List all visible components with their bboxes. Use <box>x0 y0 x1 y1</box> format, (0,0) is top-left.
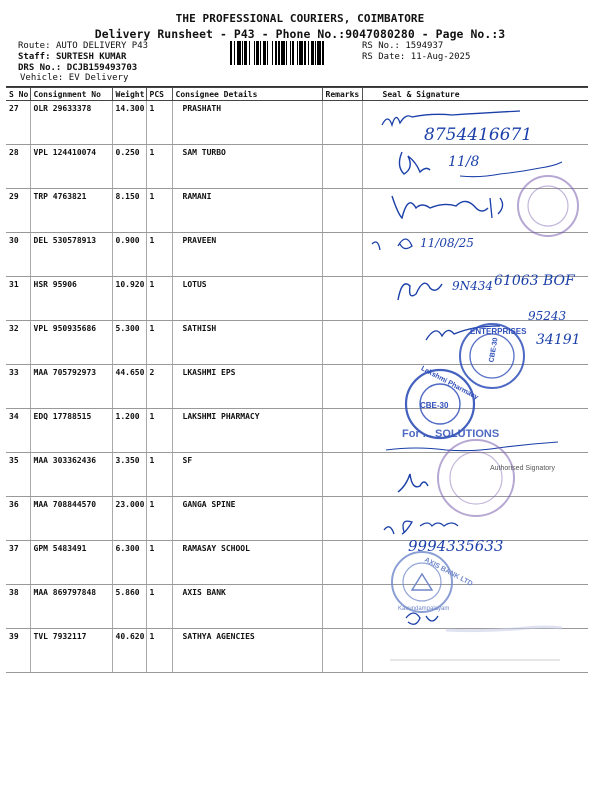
vehicle-value: EV Delivery <box>68 73 129 83</box>
col-header-consignee: Consignee Details <box>172 88 322 101</box>
col-header-remarks: Remarks <box>322 88 362 101</box>
cell-consignment-no: MAA 869797848 <box>30 585 112 629</box>
svg-text:9N434: 9N434 <box>452 279 494 293</box>
col-header-consignment: Consignment No <box>30 88 112 101</box>
cell-weight: 23.000 <box>112 497 146 541</box>
route-label: Route: <box>18 41 51 51</box>
runsheet-subtitle: Delivery Runsheet - P43 - Phone No.:9047080280 - Page No.:3 <box>94 27 506 41</box>
cell-consignment-no: MAA 708844570 <box>30 497 112 541</box>
cell-remarks <box>322 585 362 629</box>
cell-consignee: LAKSHMI PHARMACY <box>172 409 322 453</box>
cell-consignment-no: EDQ 17788515 <box>30 409 112 453</box>
handwritten-date-row-28: 11/8 <box>448 154 480 170</box>
cell-consignee: SATHISH <box>172 321 322 365</box>
cell-signature <box>362 145 588 189</box>
svg-text:CBE-30: CBE-30 <box>488 337 500 363</box>
cell-sno: 38 <box>6 585 30 629</box>
handwritten-date-row-30: 11/08/25 <box>420 236 474 250</box>
stamp-text-lakshmi-pharmacy: Lakshmi Pharmacy <box>419 365 480 402</box>
cell-consignee: LOTUS <box>172 277 322 321</box>
cell-signature <box>362 585 588 629</box>
cell-consignment-no: TRP 4763821 <box>30 189 112 233</box>
drs-value: DCJB159493703 <box>66 63 138 73</box>
cell-remarks <box>322 101 362 145</box>
cell-pcs: 1 <box>146 453 172 497</box>
cell-signature <box>362 189 588 233</box>
table-row <box>6 277 588 321</box>
cell-pcs: 2 <box>146 365 172 409</box>
cell-consignee: SF <box>172 453 322 497</box>
cell-pcs: 1 <box>146 541 172 585</box>
handwritten-phone-row-27: 8754416671 <box>424 125 533 145</box>
cell-sno: 32 <box>6 321 30 365</box>
cell-sno: 39 <box>6 629 30 673</box>
cell-signature <box>362 541 588 585</box>
cell-consignment-no: GPM 5483491 <box>30 541 112 585</box>
cell-consignee: GANGA SPINE <box>172 497 322 541</box>
cell-sno: 37 <box>6 541 30 585</box>
cell-remarks <box>322 365 362 409</box>
cell-consignment-no: MAA 303362436 <box>30 453 112 497</box>
cell-consignee: AXIS BANK <box>172 585 322 629</box>
cell-signature <box>362 629 588 673</box>
table-row <box>6 145 588 189</box>
table-row <box>6 497 588 541</box>
drs-label: DRS No.: <box>18 63 62 73</box>
table-row <box>6 629 588 673</box>
table-row <box>6 321 588 365</box>
cell-weight: 10.920 <box>112 277 146 321</box>
cell-remarks <box>322 497 362 541</box>
table-row <box>6 585 588 629</box>
table-row <box>6 365 588 409</box>
cell-consignment-no: VPL 124410074 <box>30 145 112 189</box>
route-value: AUTO DELIVERY P43 <box>55 41 149 51</box>
stamp-text-signatory: Authorised Signatory <box>490 465 555 472</box>
cell-weight: 0.250 <box>112 145 146 189</box>
cell-weight: 1.200 <box>112 409 146 453</box>
cell-weight: 6.300 <box>112 541 146 585</box>
cell-weight: 14.300 <box>112 101 146 145</box>
stamp-text-axis-place: Kavundampalayam <box>398 606 450 612</box>
cell-pcs: 1 <box>146 101 172 145</box>
cell-pcs: 1 <box>146 233 172 277</box>
cell-remarks <box>322 233 362 277</box>
cell-consignee: PRASHATH <box>172 101 322 145</box>
cell-consignee: SAM TURBO <box>172 145 322 189</box>
cell-consignment-no: OLR 29633378 <box>30 101 112 145</box>
rs-date-value: 11-Aug-2025 <box>410 52 471 62</box>
cell-remarks <box>322 189 362 233</box>
cell-signature <box>362 321 588 365</box>
cell-sno: 31 <box>6 277 30 321</box>
table-header-row <box>6 88 588 101</box>
cell-remarks <box>322 453 362 497</box>
cell-sno: 34 <box>6 409 30 453</box>
cell-consignment-no: TVL 7932117 <box>30 629 112 673</box>
cell-pcs: 1 <box>146 629 172 673</box>
col-header-seal-signature: Seal & Signature <box>362 88 588 101</box>
cell-pcs: 1 <box>146 277 172 321</box>
table-row <box>6 541 588 585</box>
cell-remarks <box>322 629 362 673</box>
cell-signature <box>362 233 588 277</box>
cell-consignment-no: MAA 705792973 <box>30 365 112 409</box>
cell-remarks <box>322 409 362 453</box>
cell-consignee: PRAVEEN <box>172 233 322 277</box>
col-header-pcs: PCS <box>146 88 172 101</box>
company-title: THE PROFESSIONAL COURIERS, COIMBATORE <box>175 12 425 25</box>
table-row <box>6 453 588 497</box>
cell-weight: 40.620 <box>112 629 146 673</box>
cell-weight: 44.650 <box>112 365 146 409</box>
cell-consignment-no: HSR 95906 <box>30 277 112 321</box>
staff-label: Staff: <box>18 52 51 62</box>
cell-signature <box>362 409 588 453</box>
table-row <box>6 101 588 145</box>
cell-sno: 36 <box>6 497 30 541</box>
cell-remarks <box>322 145 362 189</box>
cell-sno: 29 <box>6 189 30 233</box>
cell-pcs: 1 <box>146 321 172 365</box>
col-header-sno: S No <box>6 88 30 101</box>
rs-no-value: 1594937 <box>405 41 444 51</box>
cell-remarks <box>322 321 362 365</box>
rs-date-line <box>362 51 470 63</box>
handwritten-number-row-32b: 34191 <box>536 332 581 348</box>
vehicle-label: Vehicle: <box>20 73 64 83</box>
cell-pcs: 1 <box>146 145 172 189</box>
col-header-weight: Weight <box>112 88 146 101</box>
table-row <box>6 189 588 233</box>
rs-no-label: RS No.: <box>362 41 400 51</box>
handwritten-phone-row-37: 9994335633 <box>408 537 504 555</box>
cell-weight: 3.350 <box>112 453 146 497</box>
vehicle-line <box>20 73 128 83</box>
cell-signature <box>362 365 588 409</box>
cell-remarks <box>322 277 362 321</box>
cell-weight: 0.900 <box>112 233 146 277</box>
cell-weight: 8.150 <box>112 189 146 233</box>
cell-signature <box>362 497 588 541</box>
cell-sno: 30 <box>6 233 30 277</box>
cell-signature <box>362 101 588 145</box>
cell-signature <box>362 277 588 321</box>
cell-consignee: LKASHMI EPS <box>172 365 322 409</box>
cell-remarks <box>322 541 362 585</box>
stamp-text-axis-bank: AXIS BANK LTD <box>423 556 474 588</box>
table-row <box>6 233 588 277</box>
cell-pcs: 1 <box>146 189 172 233</box>
cell-sno: 27 <box>6 101 30 145</box>
cell-consignee: RAMASAY SCHOOL <box>172 541 322 585</box>
cell-consignee: SATHYA AGENCIES <box>172 629 322 673</box>
cell-consignee: RAMANI <box>172 189 322 233</box>
cell-weight: 5.300 <box>112 321 146 365</box>
cell-signature <box>362 453 588 497</box>
stamp-text-for-solutions: For ... SOLUTIONS <box>402 428 500 440</box>
rs-date-label: RS Date: <box>362 52 406 62</box>
cell-pcs: 1 <box>146 585 172 629</box>
stamp-text-enterprises: ENTERPRISES <box>470 327 527 336</box>
barcode-image <box>230 41 356 65</box>
handwritten-note-row-31: 61063 BOF <box>494 273 575 289</box>
cell-sno: 35 <box>6 453 30 497</box>
cell-pcs: 1 <box>146 497 172 541</box>
cell-consignment-no: VPL 950935686 <box>30 321 112 365</box>
table-row <box>6 409 588 453</box>
staff-value: SURTESH KUMAR <box>55 52 127 62</box>
cell-weight: 5.860 <box>112 585 146 629</box>
cell-sno: 33 <box>6 365 30 409</box>
cell-consignment-no: DEL 530578913 <box>30 233 112 277</box>
runsheet-table <box>6 87 588 673</box>
cell-pcs: 1 <box>146 409 172 453</box>
handwritten-number-row-32a: 95243 <box>528 309 567 323</box>
stamp-text-cbe30: CBE-30 <box>420 401 449 410</box>
cell-sno: 28 <box>6 145 30 189</box>
